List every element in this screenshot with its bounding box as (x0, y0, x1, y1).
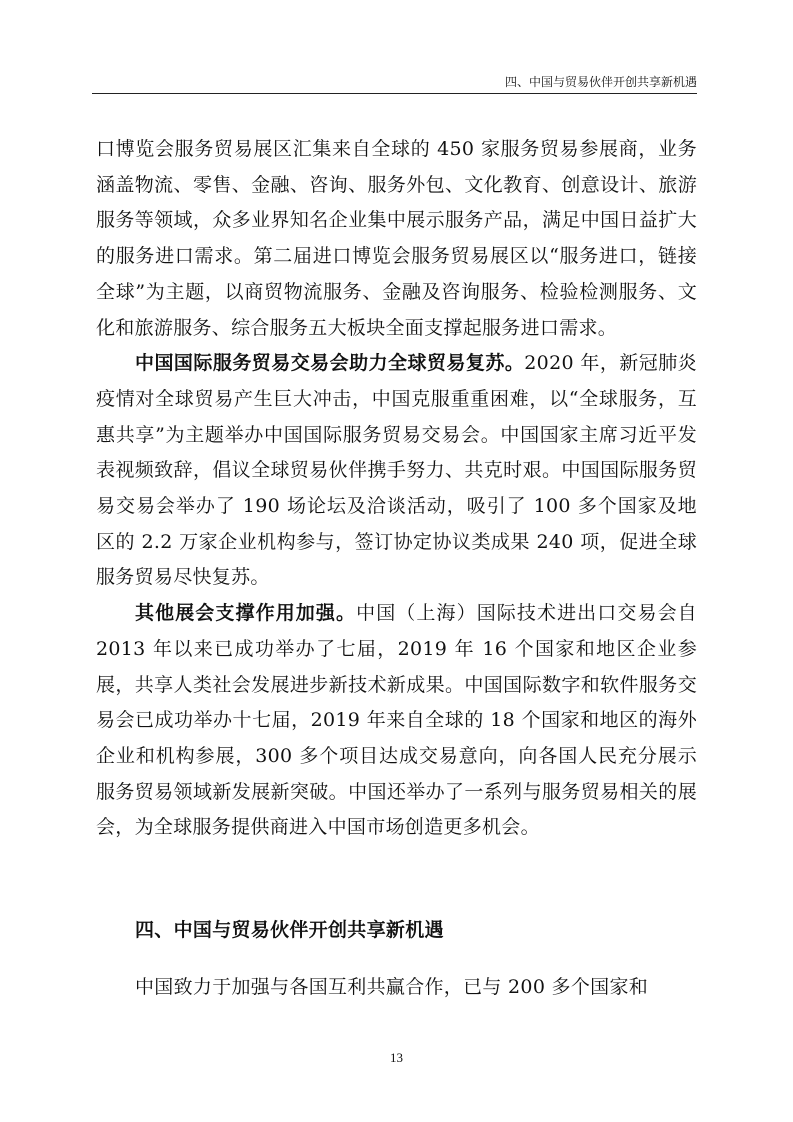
paragraph-other-fairs (96, 596, 697, 846)
paragraph-continued (96, 132, 697, 346)
paragraph-text: 口博览会服务贸易展区汇集来自全球的 450 家服务贸易参展商，业务涵盖物流、零售、金融、咨询、服务外包、文化教育、创意设计、旅游服务等领域，众多业界知名企业集中展示服务产品，满足中国日益扩大的服务进口需求。第二届进口博览会服务贸易展区以“服务进口，链接全球”为主题，以商贸物流服务、金融及咨询服务、检验检测服务、文化和旅游服务、综合服务五大板块全面支撑起服务进口需求。 (96, 138, 697, 339)
body-text (96, 132, 697, 846)
page-number: 13 (390, 1050, 403, 1065)
section-heading: 四、中国与贸易伙伴开创共享新机遇 (135, 919, 444, 941)
section-first-paragraph: 中国致力于加强与各国互利共赢合作，已与 200 多个国家和 (135, 976, 649, 998)
paragraph-text: 中国（上海）国际技术进出口交易会自 2013 年以来已成功举办了七届，2019 年 16 个国家和地区企业参展，共享人类社会发展进步新技术新成果。中国国际数字和软件服务交易会已成功举办十七届，2019 年来自全球的 18 个国家和地区的海外企业和机构参展，300 多个项目达成交易意向，向各国人民充分展示服务贸易领域新发展新突破。中国还举办了一系列与服务贸易相关的展会，为全球服务提供商进入中国市场创造更多机会。 (96, 602, 697, 839)
running-header-title: 四、中国与贸易伙伴开创共享新机遇 (504, 75, 697, 89)
paragraph-lead: 中国国际服务贸易交易会助力全球贸易复苏。 (135, 352, 525, 375)
paragraph-service-trade-fair (96, 346, 697, 596)
running-header (92, 72, 697, 94)
paragraph-lead: 其他展会支撑作用加强。 (135, 602, 357, 625)
paragraph-text: 2020 年，新冠肺炎疫情对全球贸易产生巨大冲击，中国克服重重困难，以“全球服务，互惠共享”为主题举办中国国际服务贸易交易会。中国国家主席习近平发表视频致辞，倡议全球贸易伙伴携手努力、共克时艰。中国国际服务贸易交易会举办了 190 场论坛及洽谈活动，吸引了 100 多个国家及地区的 2.2 万家企业机构参与，签订协定协议类成果 240 项，促进全球服务贸易尽快复苏。 (96, 352, 697, 589)
